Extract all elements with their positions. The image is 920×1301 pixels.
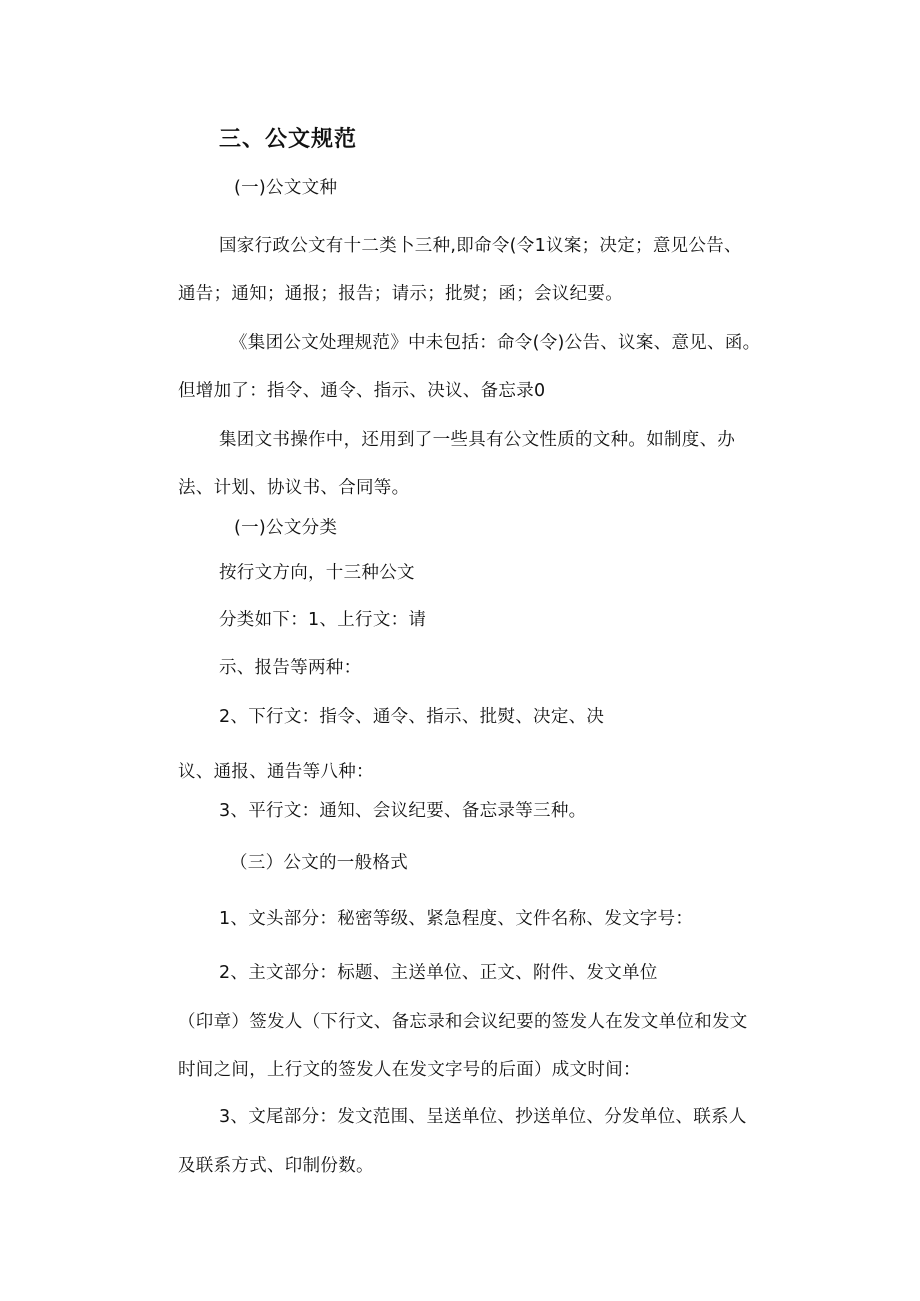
paragraph-line: 国家行政公文有十二类卜三种,即命令(令1议案；决定；意见公告、	[219, 236, 742, 256]
paragraph-line: 法、计划、协议书、合同等。	[178, 478, 410, 498]
paragraph-line: 但增加了：指令、通令、指示、决议、备忘录0	[178, 381, 546, 401]
paragraph-line: 及联系方式、印制份数。	[178, 1156, 374, 1176]
paragraph-line: 议、通报、通告等八种：	[178, 762, 374, 782]
section-heading-document-types: (一)公文文种	[234, 178, 338, 198]
paragraph-line: （印章）签发人（下行文、备忘录和会议纪要的签发人在发文单位和发文	[178, 1012, 748, 1032]
paragraph-line: 1、文头部分：秘密等级、紧急程度、文件名称、发文字号：	[219, 909, 694, 929]
paragraph-line: 《集团公文处理规范》中未包括：命令(令)公告、议案、意见、函。	[230, 333, 761, 353]
paragraph-line: 通告；通知；通报；报告；请示；批熨；函；会议纪要。	[178, 284, 623, 304]
paragraph-line: 3、文尾部分：发文范围、呈送单位、抄送单位、分发单位、联系人	[219, 1107, 747, 1127]
paragraph-line: 2、主文部分：标题、主送单位、正文、附件、发文单位	[219, 963, 658, 983]
page-title: 三、公文规范	[219, 127, 358, 152]
paragraph-line: 集团文书操作中，还用到了一些具有公文性质的文种。如制度、办	[219, 430, 736, 450]
section-heading-classification: (一)公文分类	[234, 518, 338, 538]
paragraph-line: 分类如下：1、上行文：请	[219, 610, 427, 630]
paragraph-line: 时间之间，上行文的签发人在发文字号的后面）成文时间：	[178, 1060, 641, 1080]
paragraph-line: 3、平行文：通知、会议纪要、备忘录等三种。	[219, 801, 587, 821]
section-heading-general-format: （三）公文的一般格式	[230, 853, 408, 873]
paragraph-line: 按行文方向，十三种公文	[219, 563, 415, 583]
paragraph-line: 示、报告等两种：	[219, 658, 362, 678]
paragraph-line: 2、下行文：指令、通令、指示、批熨、决定、决	[219, 707, 605, 727]
